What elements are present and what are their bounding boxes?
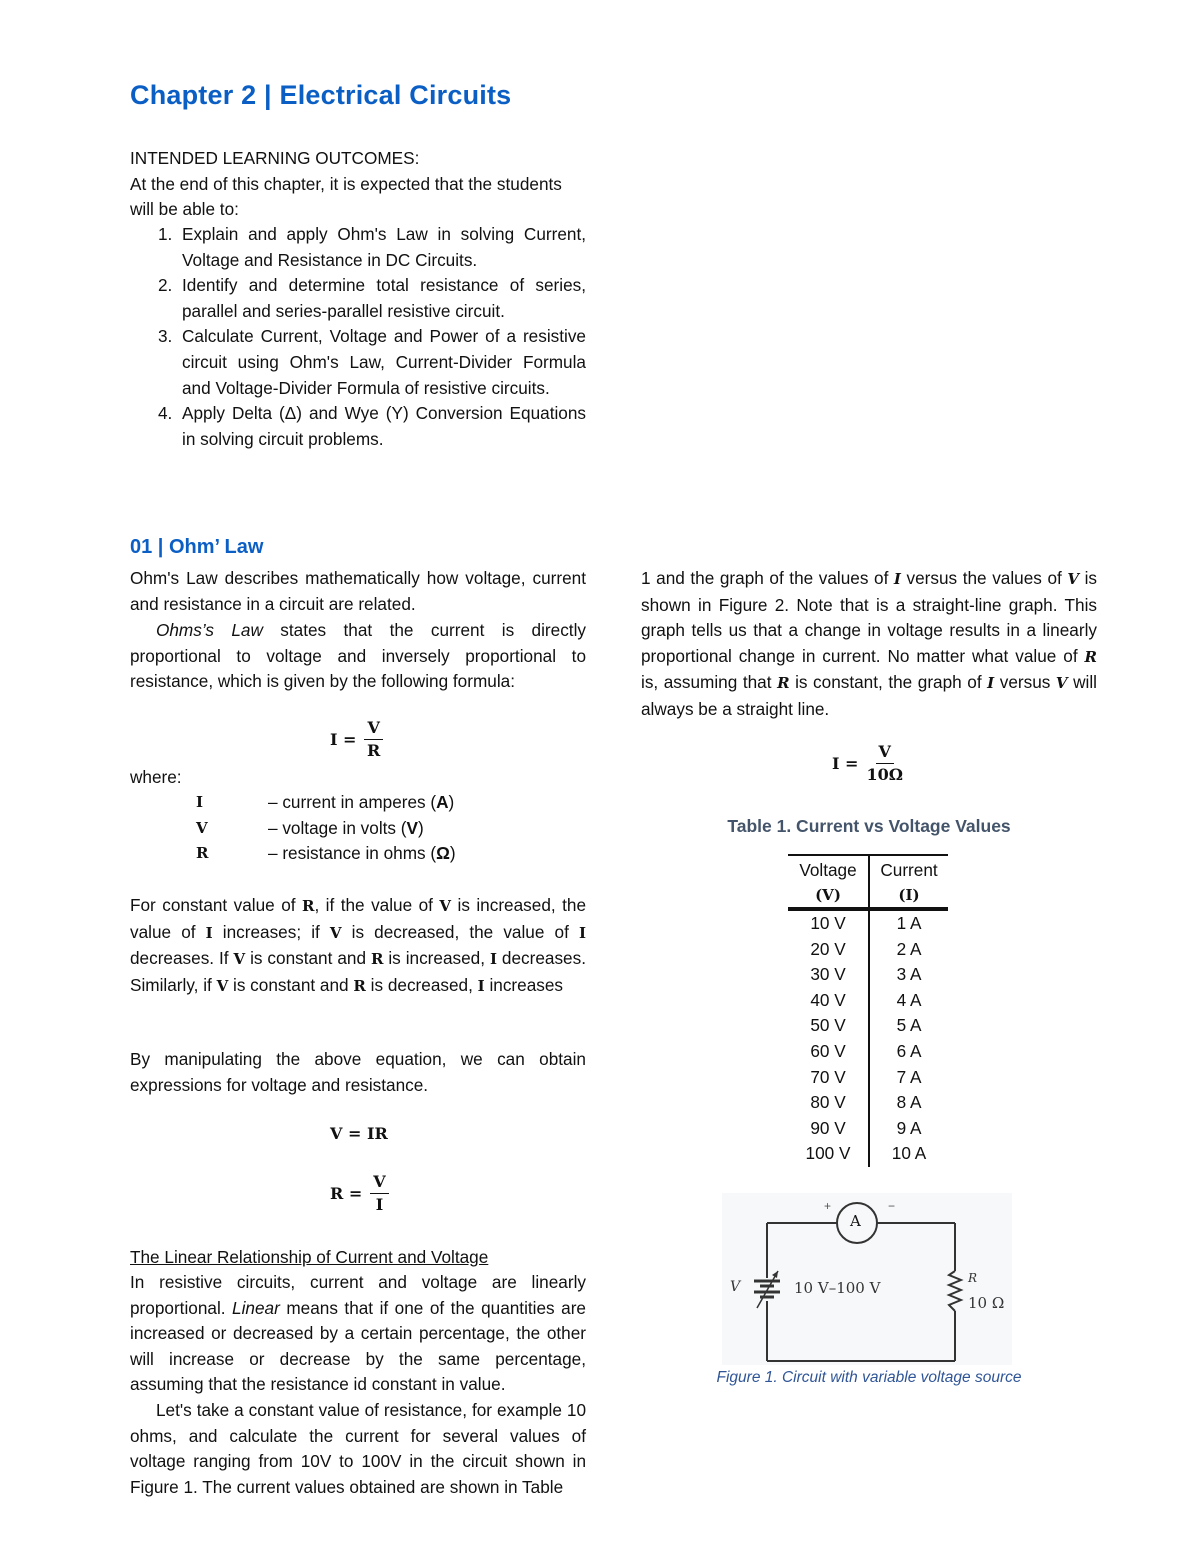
ohms-law-statement-text: states that the current is directly proportional to voltage and inversely proportional to resistance, which is given by the following formula: (130, 620, 586, 692)
source-label: V (730, 1279, 741, 1295)
header-voltage: Voltage (V) (788, 855, 869, 909)
voltage-cell: 80 V (788, 1090, 869, 1116)
variable-definitions (196, 790, 596, 867)
outcome-item (130, 401, 586, 452)
definition-row (196, 790, 596, 816)
voltage-cell: 40 V (788, 988, 869, 1014)
outcomes-intro: At the end of this chapter, it is expected that the students will be able to: (130, 173, 562, 220)
table-row (788, 1116, 948, 1142)
constant-r-paragraph: For constant value of R, if the value of V is increased, the value of I increases; if V is decreased, the value of I decreases. If V is constant and R is increased, I decreases. Similarly, if V is constant and R is decreased, I increases (130, 895, 587, 995)
intro-paragraph: Ohm's Law describes mathematically how voltage, current and resistance in a circuit are related. (130, 568, 586, 614)
circuit-figure (722, 1193, 1012, 1365)
example-paragraph: Let's take a constant value of resistance, for example 10 ohms, and calculate the current for several values of voltage ranging from 10V to 100V in the circuit shown in Figure 1. The current values obtained are shown in Table (130, 1400, 586, 1497)
section-heading: 01 | Ohm’ Law (130, 536, 264, 558)
current-cell: 9 A (896, 1117, 922, 1138)
formula-denominator: I (375, 1195, 384, 1214)
definition-text: – voltage in volts (V) (268, 817, 424, 838)
resistor-value: 10 Ω (968, 1294, 1005, 1312)
formula-denominator: R (367, 741, 381, 760)
outcomes-list (130, 222, 586, 452)
outcome-item (130, 324, 586, 401)
definition-symbol: I (196, 793, 204, 811)
where-label: where: (130, 767, 182, 787)
source-range: 10 V–100 V (794, 1279, 881, 1297)
definition-row (196, 816, 596, 842)
definition-row (196, 841, 596, 867)
ammeter-icon: A (850, 1212, 861, 1230)
figure-caption: Figure 1. Circuit with variable voltage source (716, 1369, 1022, 1386)
formula-lhs: I = (330, 730, 357, 749)
linear-term: Linear (232, 1297, 280, 1318)
outcomes-heading: INTENDED LEARNING OUTCOMES: (130, 148, 420, 168)
current-cell: 5 A (896, 1015, 922, 1036)
plus-terminal: + (824, 1199, 832, 1213)
table-caption: Table 1. Current vs Voltage Values (727, 816, 1011, 836)
formula-lhs: I = (832, 754, 859, 773)
graph-paragraph: 1 and the graph of the values of I versus the values of V is shown in Figure 2. Note that is a straight-line graph. This graph tells us that a change in voltage results in a linearly proportional change in current. No matter what value of R is, assuming that R is constant, the graph of I versus V will always be a straight line. (641, 568, 1097, 719)
outcome-item (130, 222, 586, 273)
current-cell: 1 A (896, 913, 922, 933)
formula-denominator: 10Ω (866, 765, 903, 784)
formula-numerator: V (876, 742, 894, 764)
voltage-cell: 90 V (788, 1116, 869, 1142)
current-cell: 2 A (896, 938, 922, 959)
voltage-cell: 50 V (788, 1013, 869, 1039)
table-row (788, 1141, 948, 1167)
linear-paragraph: In resistive circuits, current and voltage are linearly proportional. Linear means that if one of the quantities are increased or decreased by a certain percentage, the other will increase or decrease by the same percentage, assuming that the resistance id constant in value. (130, 1272, 586, 1395)
outcome-number: 1. (158, 224, 173, 244)
current-cell: 10 A (891, 1143, 927, 1164)
ohms-law-statement (130, 618, 586, 695)
formula-voltage: V = IR (330, 1124, 388, 1143)
table-row (788, 962, 948, 988)
chapter-title: Chapter 2 | Electrical Circuits (130, 80, 512, 110)
formula-example (832, 742, 903, 785)
voltage-cell: 20 V (788, 937, 869, 963)
formula-numerator: V (364, 718, 382, 740)
minus-terminal: − (888, 1199, 896, 1213)
table-row (788, 1039, 948, 1065)
subheading-linear-relationship: The Linear Relationship of Current and Voltage (130, 1247, 489, 1267)
formula-ohms-law (330, 718, 383, 761)
formula-fraction (364, 718, 382, 761)
outcome-number: 4. (158, 403, 173, 424)
current-cell: 8 A (896, 1092, 922, 1113)
current-cell: 7 A (896, 1066, 922, 1087)
current-cell: 6 A (896, 1040, 922, 1061)
table-row (788, 909, 948, 937)
formula-lhs: R = (330, 1184, 363, 1203)
outcome-number: 2. (158, 275, 173, 296)
manipulation-paragraph: By manipulating the above equation, we can obtain expressions for voltage and resistance. (130, 1049, 586, 1095)
formula-fraction (370, 1172, 388, 1215)
formula-numerator: V (370, 1172, 388, 1194)
header-current: Current (I) (869, 855, 948, 909)
table-row (788, 988, 948, 1014)
learning-outcomes-header (130, 146, 586, 223)
resistor-label: R (968, 1271, 978, 1285)
voltage-cell: 70 V (788, 1065, 869, 1091)
formula-resistance (330, 1172, 389, 1215)
voltage-cell: 100 V (788, 1141, 869, 1167)
current-voltage-table (788, 854, 948, 1167)
outcome-text: Identify and determine total resistance of series, parallel and series-parallel resistive circuit. (182, 275, 586, 321)
table-header-row (788, 855, 948, 909)
outcome-text: Explain and apply Ohm's Law in solving Current, Voltage and Resistance in DC Circuits. (182, 224, 586, 270)
ohms-law-term: Ohms’s Law (156, 620, 263, 640)
definition-symbol: R (196, 844, 209, 863)
voltage-cell: 30 V (788, 962, 869, 988)
definition-text: – current in amperes (A) (268, 792, 455, 812)
table-row (788, 1090, 948, 1116)
outcome-item (130, 273, 586, 324)
voltage-cell: 10 V (788, 909, 869, 937)
outcome-number: 3. (158, 326, 173, 347)
outcome-text: Apply Delta (Δ) and Wye (Y) Conversion Equations in solving circuit problems. (182, 403, 586, 449)
current-cell: 4 A (896, 989, 922, 1010)
definition-text: – resistance in ohms (Ω) (268, 843, 456, 864)
definition-symbol: V (196, 818, 208, 837)
table-row (788, 1013, 948, 1039)
outcome-text: Calculate Current, Voltage and Power of a resistive circuit using Ohm's Law, Current-Divider Formula and Voltage-Divider Formula of resistive circuits. (182, 326, 586, 398)
table-row (788, 937, 948, 963)
voltage-cell: 60 V (788, 1039, 869, 1065)
formula-fraction (866, 742, 903, 785)
current-cell: 3 A (896, 964, 922, 985)
table-row (788, 1065, 948, 1091)
